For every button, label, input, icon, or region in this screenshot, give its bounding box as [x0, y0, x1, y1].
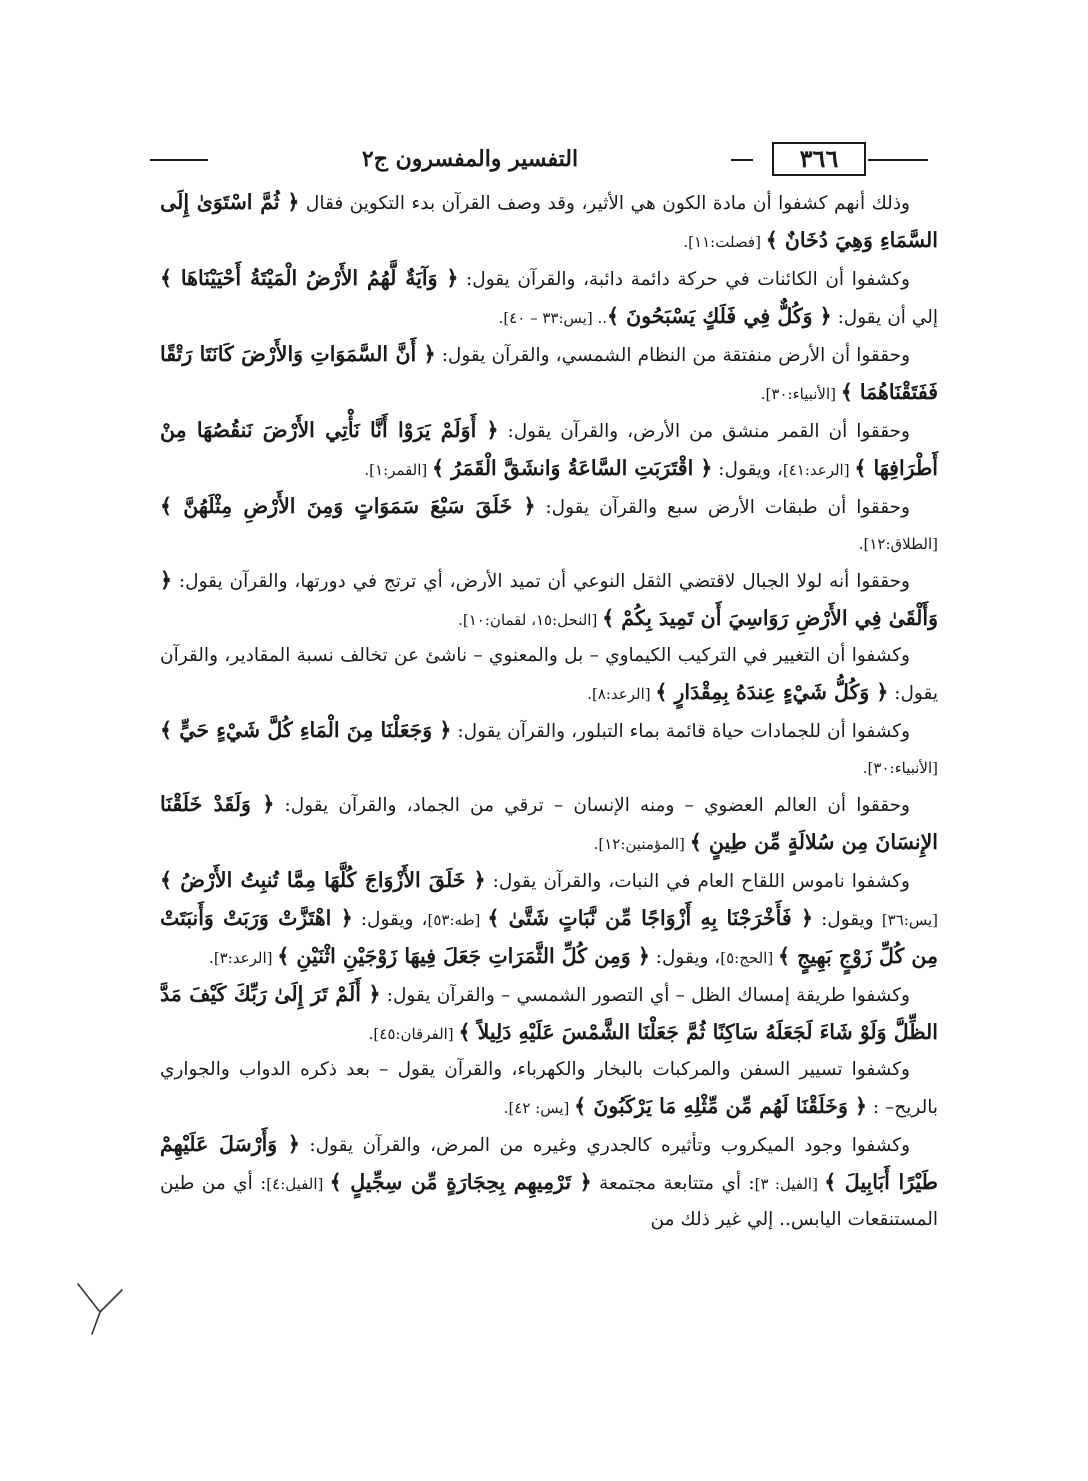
verse-reference: [يس: ٤٢]. — [503, 1099, 575, 1117]
paragraph-text: : أي متتابعة مجتمعة — [591, 1173, 755, 1194]
verse-reference: [الطلاق:١٢]. — [858, 535, 938, 553]
quran-verse: ﴿ أَلَمْ تَرَ إِلَىٰ رَبِّكَ كَيْفَ مَدَّ الظِّلَّ وَلَوْ شَاءَ لَجَعَلَهُ سَاكِنًا ثُمَّ جَعَلْنَا الشَّمْسَ عَلَيْهِ دَلِيلاً ﴾ — [160, 982, 938, 1044]
verse-reference: [يس:٣٦] — [881, 911, 939, 929]
verse-reference: [الفرقان:٤٥]. — [368, 1025, 459, 1043]
verse-reference: [فصلت:١١]. — [683, 233, 766, 251]
paragraph — [160, 336, 938, 412]
page-header — [150, 140, 928, 180]
header-rule — [868, 159, 928, 161]
paragraph — [160, 862, 938, 976]
paragraph-text: وكشفوا أن للجمادات حياة قائمة بماء التبلور، والقرآن يقول: — [451, 721, 911, 742]
quran-verse: ﴿ وَكُلٌّ فِي فَلَكٍ يَسْبَحُونَ ﴾ — [606, 304, 832, 328]
paragraph-text: وكشفوا أن الكائنات في حركة دائمة دائبة، والقرآن يقول: — [458, 269, 910, 290]
quran-verse: ﴿ خَلَقَ سَبْعَ سَمَوَاتٍ وَمِنَ الأَرْضِ مِثْلَهُنَّ ﴾ — [160, 494, 536, 518]
paragraph — [160, 488, 938, 562]
verse-reference: .. [يس:٣٣ – ٤٠]. — [498, 309, 607, 327]
paragraph-text: وحققوا أن القمر منشق من الأرض، والقرآن يقول: — [498, 421, 910, 442]
quran-verse: ﴿ وَأَلْقَىٰ فِي الأَرْضِ رَوَاسِيَ أَن تَمِيدَ بِكُمْ ﴾ — [160, 568, 938, 630]
paragraph-text: وكشفوا طريقة إمساك الظل – أي التصور الشمسي – والقرآن يقول: — [380, 985, 910, 1006]
verse-reference: [الفيل: ٣] — [754, 1175, 825, 1193]
paragraph-text: وحققوا أن العالم العضوي – ومنه الإنسان – ترقي من الجماد، والقرآن يقول: — [274, 795, 910, 816]
quran-verse: ﴿ وَآيَةٌ لَّهُمُ الأَرْضُ الْمَيْتَةُ أَحْيَيْنَاهَا ﴾ — [160, 266, 459, 290]
page-number: ٣٦٦ — [772, 142, 866, 176]
quran-verse: ﴿ وَلَقَدْ خَلَقْنَا الإِنسَانَ مِن سُلالَةٍ مِّن طِينٍ ﴾ — [160, 792, 938, 854]
quran-verse: ﴿ وَخَلَقْنَا لَهُم مِّن مِّثْلِهِ مَا يَرْكَبُونَ ﴾ — [574, 1094, 868, 1118]
verse-reference: [الفيل:٤] — [266, 1175, 330, 1193]
paragraph — [160, 1126, 938, 1238]
paragraph-text: وذلك أنهم كشفوا أن مادة الكون هي الأثير، وقد وصف القرآن بدء التكوين فقال — [299, 193, 910, 214]
verse-reference: [طه:٥٣] — [427, 911, 488, 929]
quran-verse: ﴿ اقْتَرَبَتِ السَّاعَةُ وَانشَقَّ الْقَمَرُ ﴾ — [432, 456, 713, 480]
page-body — [160, 184, 938, 1238]
paragraph — [160, 786, 938, 862]
paragraph — [160, 976, 938, 1052]
paragraph-text: وحققوا أن الأرض منفتقة من النظام الشمسي، والقرآن يقول: — [435, 345, 910, 366]
handwritten-margin-mark — [70, 1278, 130, 1338]
header-rule — [731, 159, 753, 161]
paragraph — [160, 638, 938, 712]
verse-reference: [الأنبياء:٣٠]. — [760, 385, 841, 403]
header-rule — [150, 159, 208, 161]
paragraph-text: إلي أن يقول: — [831, 307, 938, 328]
verse-reference: [الحج:٥] — [720, 949, 778, 967]
verse-reference: [الأنبياء:٣٠]. — [862, 759, 938, 777]
paragraph — [160, 562, 938, 638]
quran-verse: ﴿ أَنَّ السَّمَوَاتِ وَالأَرْضَ كَانَتَا رَتْقًا فَفَتَقْنَاهُمَا ﴾ — [160, 342, 938, 404]
paragraph — [160, 712, 938, 786]
paragraph — [160, 260, 938, 336]
quran-verse: ﴿ اهْتَزَّتْ وَرَبَتْ وَأَنبَتَتْ مِن كُلِّ زَوْجٍ بَهِيجٍ ﴾ — [160, 906, 938, 968]
paragraph-text: وكشفوا أن التغيير في التركيب الكيماوي – بل والمعنوي – ناشئ عن تخالف نسبة المقادير، والقرآن يقول: — [160, 645, 938, 704]
paragraph-text: ، ويقول: — [352, 909, 428, 930]
verse-reference: [الرعد:٣]. — [209, 949, 278, 967]
quran-verse: ﴿ ثُمَّ اسْتَوَىٰ إِلَى السَّمَاءِ وَهِيَ دُخَانٌ ﴾ — [160, 190, 938, 252]
paragraph-text: ويقول: — [813, 909, 882, 930]
paragraph-text: وكشفوا ناموس اللقاح العام في النبات، والقرآن يقول: — [485, 871, 910, 892]
quran-verse: ﴿ فَأَخْرَجْنَا بِهِ أَزْوَاجًا مِّن نَّبَاتٍ شَتَّىٰ ﴾ — [487, 906, 813, 930]
verse-reference: [الرعد:٨]. — [587, 685, 656, 703]
paragraph-text: ، ويقول: — [712, 459, 783, 480]
quran-verse: ﴿ وَكُلُّ شَيْءٍ عِندَهُ بِمِقْدَارٍ ﴾ — [655, 680, 889, 704]
running-title: التفسير والمفسرون ج٢ — [361, 146, 579, 172]
quran-verse: ﴿ أَوَلَمْ يَرَوْا أَنَّا نَأْتِي الأَرْضَ نَنقُصُهَا مِنْ أَطْرَافِهَا ﴾ — [160, 418, 938, 480]
paragraph — [160, 184, 938, 260]
quran-verse: ﴿ وَجَعَلْنَا مِنَ الْمَاءِ كُلَّ شَيْءٍ حَيٍّ ﴾ — [160, 718, 452, 742]
quran-verse: ﴿ خَلَقَ الأَزْوَاجَ كُلَّهَا مِمَّا تُنبِتُ الأَرْضُ ﴾ — [160, 868, 486, 892]
paragraph-text: وكشفوا وجود الميكروب وتأثيره كالجدري وغيره من المرض، والقرآن يقول: — [299, 1135, 910, 1156]
paragraph-text: وحققوا أن طبقات الأرض سبع والقرآن يقول: — [535, 497, 910, 518]
paragraph — [160, 412, 938, 488]
paragraph-text: ، ويقول: — [649, 947, 721, 968]
paragraph — [160, 1052, 938, 1126]
paragraph-text: : أي من طين المستنقعات اليابس.. إلي غير ذلك من — [160, 1173, 938, 1230]
verse-reference: [المؤمنين:١٢]. — [593, 835, 690, 853]
quran-verse: ﴿ تَرْمِيهِم بِحِجَارَةٍ مِّن سِجِّيلٍ ﴾ — [329, 1170, 592, 1194]
quran-verse: ﴿ وَأَرْسَلَ عَلَيْهِمْ طَيْرًا أَبَابِيلَ ﴾ — [160, 1132, 938, 1194]
verse-reference: [الرعد:٤١] — [782, 461, 855, 479]
quran-verse: ﴿ وَمِن كُلِّ الثَّمَرَاتِ جَعَلَ فِيهَا زَوْجَيْنِ اثْنَيْنِ ﴾ — [277, 944, 650, 968]
verse-reference: [النحل:١٥، لقمان:١٠]. — [458, 611, 603, 629]
verse-reference: [القمر:١]. — [364, 461, 433, 479]
paragraph-text: وحققوا أنه لولا الجبال لاقتضي الثقل النوعي أن تميد الأرض، أي ترتج في دورتها، والقرآن يقول: — [172, 571, 910, 592]
paragraph-text: وكشفوا تسيير السفن والمركبات بالبخار والكهرباء، والقرآن يقول – بعد ذكره الدواب والجواري بالريح– : — [160, 1059, 938, 1118]
